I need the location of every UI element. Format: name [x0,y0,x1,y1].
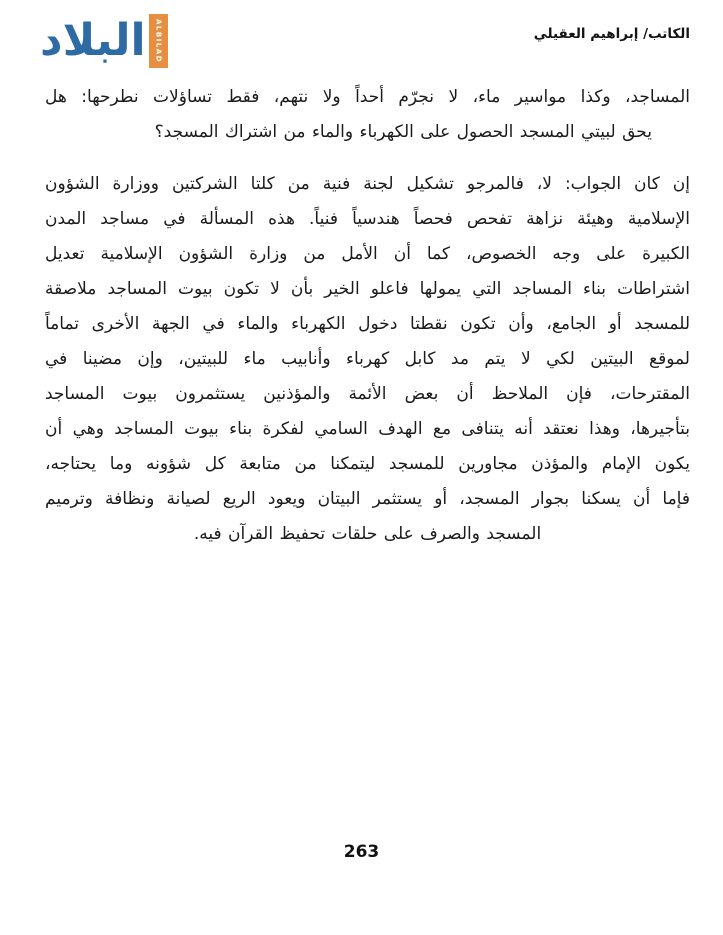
logo-orange-bar [149,14,168,68]
text-line: للمسجد أو الجامع، وأن تكون نقطتا دخول الكهرباء والماء في الجهة الأخرى تماماً [45,314,690,334]
text-line: لموقع البيتين لكي لا يتم مد كابل كهرباء وأنابيب ماء للبيتين، وإن مضينا في [45,349,690,369]
logo-arabic-text: البلاد [40,15,146,66]
text-line: فإما أن يسكنا بجوار المسجد، أو يستثمر البيتان ويعود الريع لصيانة ونظافة وترميم [45,489,690,509]
paragraph-1 [45,80,690,150]
text-line: المقترحات، فإن الملاحظ أن بعض الأئمة والمؤذنين يستثمرون بيوت المساجد [45,384,690,404]
article-body [45,80,690,552]
text-line: اشتراطات بناء المساجد التي يمولها فاعلو الخير بأن لا تكون بيوت المساجد ملاصقة [45,279,690,299]
page-number: 263 [343,842,380,862]
text-line: بتأجيرها، وهذا نعتقد أنه يتنافى مع الهدف السامي لفكرة بناء بيوت المساجد وهي أن [45,419,690,439]
paragraph-2 [45,167,690,552]
author-byline: الكاتب/ إبراهيم العقيلي [533,26,690,42]
albilad-logo [40,12,168,70]
text-line: يحق لبيتي المسجد الحصول على الكهرباء والماء من اشتراك المسجد؟ [154,122,652,142]
text-line: المسجد والصرف على حلقات تحفيظ القرآن فيه. [193,524,542,544]
text-line: الإسلامية وهيئة نزاهة تفحص فحصاً هندسياً فنياً. هذه المسألة في مساجد المدن [45,209,690,229]
text-line: يكون الإمام والمؤذن مجاورين للمسجد ليتمكنا من متابعة كل شؤونه وما يحتاجه، [45,454,690,474]
logo-latin-text: ALBILAD [154,18,163,63]
text-line: الكبيرة على وجه الخصوص، كما أن الأمل من وزارة الشؤون الإسلامية تعديل [45,244,690,264]
text-line: إن كان الجواب: لا، فالمرجو تشكيل لجنة فنية من كلتا الشركتين ووزارة الشؤون [45,174,690,194]
text-line: المساجد، وكذا مواسير ماء، لا نجرّم أحداً ولا نتهم، فقط تساؤلات نطرحها: هل [45,87,690,107]
